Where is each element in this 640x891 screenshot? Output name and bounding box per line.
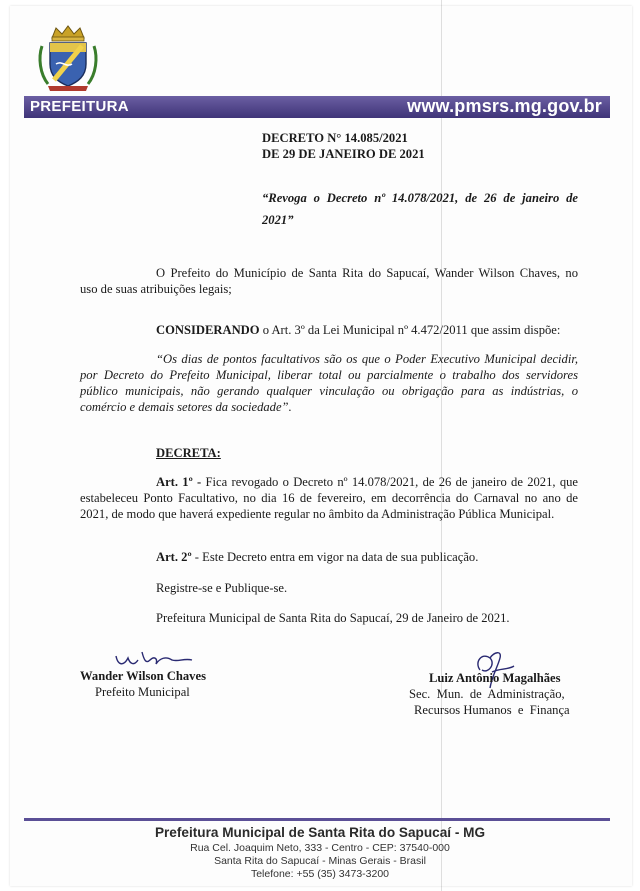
footer-divider <box>24 818 610 821</box>
municipal-crest-icon <box>36 24 100 94</box>
right-signer-title-line-1: Sec. Mun. de Administração, <box>409 687 565 701</box>
art2-text: - Este Decreto entra em vigor na data de sua publicação. <box>191 550 479 564</box>
footer-phone: Telefone: +55 (35) 3473-3200 <box>250 868 390 880</box>
footer-address: Rua Cel. Joaquim Neto, 333 - Centro - CEP: 37540-000 <box>190 842 450 854</box>
right-signer-title-line-2: Recursos Humanos e Finança <box>414 703 570 717</box>
art1-line-3: 2021, de modo que haverá expediente regular no âmbito da Administração Pública Municipal. <box>80 507 555 521</box>
place-date-line: Prefeitura Municipal de Santa Rita do Sapucaí, 29 de Janeiro de 2021. <box>156 611 510 625</box>
decree-summary-line-2: 2021” <box>262 213 294 227</box>
header-banner <box>24 96 610 118</box>
art1-text: Fica revogado o Decreto nº 14.078/2021, de 26 de janeiro de 2021, que <box>201 475 578 489</box>
quote-line-4: comércio e demais setores da sociedade”. <box>80 400 292 414</box>
footer-city: Santa Rita do Sapucaí - Minas Gerais - Brasil <box>214 855 426 867</box>
quote-line-2: por Decreto do Prefeito Municipal, liberar total ou parcialmente o trabalho dos servidores <box>80 368 578 382</box>
quote-line-3: público municipais, não gerando qualquer vinculação ou obrigação para as indústrias, o <box>80 384 578 398</box>
considerando-label: CONSIDERANDO <box>156 323 260 337</box>
considerando-paragraph <box>156 322 560 338</box>
banner-prefeitura-label: PREFEITURA <box>30 98 129 115</box>
decreta-heading: DECRETA: <box>156 446 221 460</box>
left-signer-name: Wander Wilson Chaves <box>80 669 206 683</box>
intro-line-1: O Prefeito do Município de Santa Rita do Sapucaí, Wander Wilson Chaves, no <box>156 266 578 280</box>
banner-website-url[interactable]: www.pmsrs.mg.gov.br <box>407 96 602 116</box>
decree-summary-line-1: “Revoga o Decreto nº 14.078/2021, de 26 de janeiro de <box>262 191 578 205</box>
decree-date: DE 29 DE JANEIRO DE 2021 <box>262 147 425 161</box>
register-line: Registre-se e Publique-se. <box>156 581 288 595</box>
intro-line-2: uso de suas atribuições legais; <box>80 282 232 296</box>
art1-line-2: estabeleceu Ponto Facultativo, no dia 16 de fevereiro, em decorrência do Carnaval no ano de <box>80 491 578 505</box>
footer-org-name: Prefeitura Municipal de Santa Rita do Sapucaí - MG <box>154 825 486 840</box>
art2-label: Art. 2º <box>156 550 192 564</box>
art1-label: Art. 1º - <box>156 475 202 489</box>
art1-line-1 <box>156 474 578 490</box>
art2-paragraph <box>156 549 478 565</box>
considerando-text: o Art. 3º da Lei Municipal nº 4.472/2011 que assim dispõe: <box>259 323 561 337</box>
decree-number: DECRETO N° 14.085/2021 <box>262 131 408 145</box>
page-fold-crease <box>441 0 442 891</box>
quote-line-1: “Os dias de pontos facultativos são os que o Poder Executivo Municipal decidir, <box>156 352 578 366</box>
right-signer-name: Luiz Antônio Magalhães <box>429 671 561 685</box>
left-signer-title: Prefeito Municipal <box>95 685 190 699</box>
